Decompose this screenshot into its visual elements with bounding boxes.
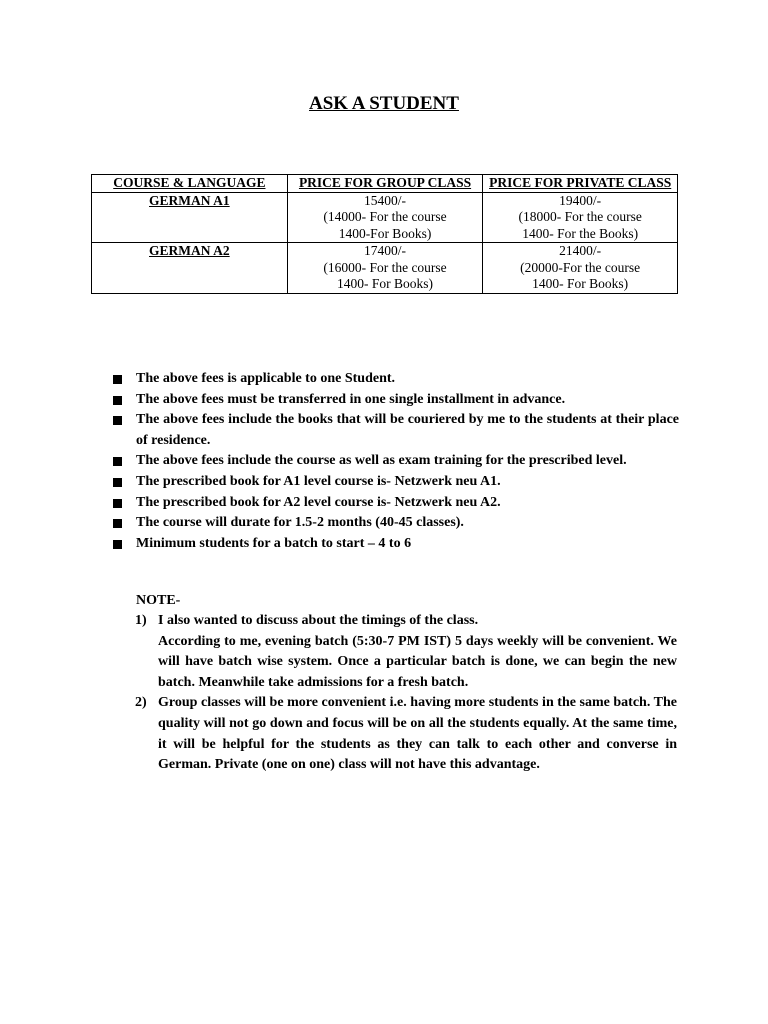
- fee-conditions-list: [113, 369, 679, 554]
- private-price-cell: [483, 192, 678, 243]
- item-number: 2): [135, 695, 147, 711]
- price-total: 19400/-: [559, 192, 602, 208]
- header-private-price: PRICE FOR PRIVATE CLASS: [483, 175, 678, 193]
- course-name: GERMAN A1: [92, 192, 288, 243]
- price-course-part: (20000-For the course: [520, 259, 641, 275]
- header-course-language: COURSE & LANGUAGE: [92, 175, 288, 193]
- price-course-part: (14000- For the course: [323, 209, 447, 224]
- document-title: ASK A STUDENT: [309, 93, 459, 114]
- square-bullet-icon: [113, 519, 122, 528]
- square-bullet-icon: [113, 396, 122, 405]
- price-total: 21400/-: [559, 243, 602, 258]
- item-number: 1): [135, 613, 147, 628]
- group-price-cell: [287, 243, 483, 294]
- list-item: The course will durate for 1.5-2 months (40-45 classes).: [113, 513, 679, 534]
- price-course-part: (16000- For the course: [323, 259, 447, 275]
- square-bullet-icon: [113, 416, 122, 425]
- list-item: The above fees include the books that will be couriered by me to the students at their place of residence.: [113, 410, 679, 451]
- table-header-row: [92, 175, 678, 193]
- square-bullet-icon: [113, 478, 122, 487]
- square-bullet-icon: [113, 540, 122, 549]
- note-body: Group classes will be more convenient i.e. having more students in the same batch. The quality will not go down and focus will be on all the students equally. At the same time, it will be helpful for the students as they can talk to each other and converse in German. Private (one on one) class will not have this advantage.: [158, 695, 677, 773]
- list-item: [135, 693, 677, 775]
- square-bullet-icon: [113, 457, 122, 466]
- price-books-part: 1400- For Books): [337, 276, 434, 291]
- list-item: The above fees is applicable to one Student.: [113, 369, 679, 390]
- note-heading: NOTE-: [136, 593, 181, 608]
- list-item: [135, 611, 677, 693]
- list-item: The prescribed book for A1 level course is- Netzwerk neu A1.: [113, 472, 679, 493]
- note-body: According to me, evening batch (5:30-7 PM IST) 5 days weekly will be convenient. We will have batch wise system. Once a particular batch is done, we can begin the new batch. Meanwhile take admissions for a fresh batch.: [158, 633, 677, 690]
- price-books-part: 1400- For the Books): [522, 225, 639, 241]
- price-total: 17400/-: [364, 243, 407, 258]
- table-row: [92, 192, 678, 243]
- header-group-price: PRICE FOR GROUP CLASS: [287, 175, 483, 193]
- course-name: GERMAN A2: [92, 243, 288, 294]
- square-bullet-icon: [113, 375, 122, 384]
- price-course-part: (18000- For the course: [518, 209, 642, 224]
- price-books-part: 1400-For Books): [338, 225, 432, 241]
- list-item: Minimum students for a batch to start – 4 to 6: [113, 534, 679, 555]
- note-lead: I also wanted to discuss about the timings of the class.: [158, 613, 479, 628]
- list-item: The above fees include the course as well as exam training for the prescribed level.: [113, 451, 679, 472]
- price-total: 15400/-: [364, 192, 407, 208]
- group-price-cell: [287, 192, 483, 243]
- fees-table: [91, 174, 678, 294]
- table-row: [92, 243, 678, 294]
- list-item: The above fees must be transferred in one single installment in advance.: [113, 390, 679, 411]
- square-bullet-icon: [113, 499, 122, 508]
- list-item: The prescribed book for A2 level course is- Netzwerk neu A2.: [113, 493, 679, 514]
- price-books-part: 1400- For Books): [532, 276, 629, 291]
- private-price-cell: [483, 243, 678, 294]
- note-list: [135, 611, 677, 776]
